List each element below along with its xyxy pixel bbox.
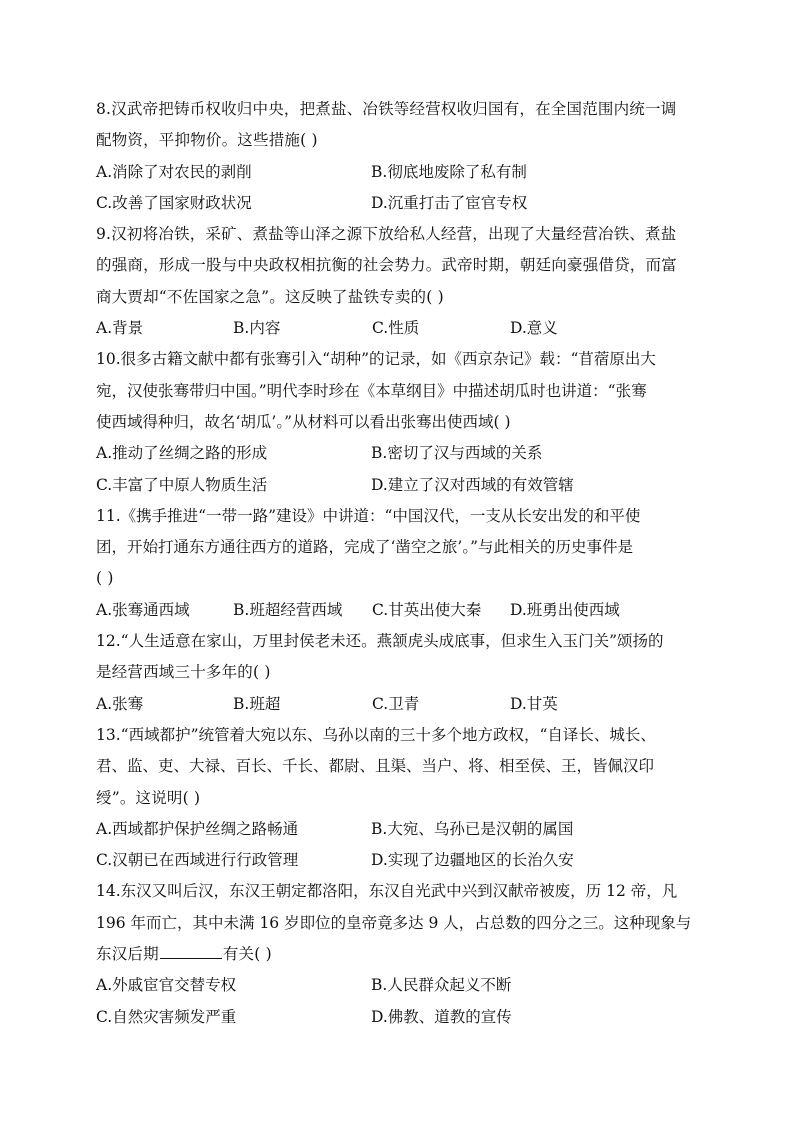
option-d[interactable]: D.建立了汉对西域的有效管辖 [371,475,574,494]
option-c[interactable]: C.甘英出使大秦 [372,600,482,619]
option-d[interactable]: D.实现了边疆地区的长治久安 [371,851,574,870]
question-stem-line: 绶”。这说明( ) [96,788,201,807]
question-10 [96,344,700,500]
question-11 [96,501,700,626]
option-d[interactable]: D.佛教、道教的宣传 [371,1007,512,1026]
question-8 [96,94,700,219]
option-b[interactable]: B.密切了汉与西域的关系 [371,444,543,463]
option-b[interactable]: B.班超 [233,694,281,713]
option-row [96,814,700,845]
stem-text: 有关( ) [222,945,272,964]
question-list [96,94,700,1033]
question-stem-line: 配物资，平抑物价。这些措施( ) [96,131,318,150]
question-stem-line: 9.汉初将冶铁，采矿、煮盐等山泽之源下放给私人经营，出现了大量经营冶铁、煮盐 [96,225,677,244]
question-stem-line: 商大贾却“不佐国家之急”。这反映了盐铁专卖的( ) [96,287,444,306]
option-c[interactable]: C.丰富了中原人物质生活 [96,475,268,494]
option-row [96,845,700,876]
option-a[interactable]: A.外戚宦官交替专权 [96,976,237,995]
stem-text: 东汉后期 [96,945,159,964]
option-d[interactable]: D.沉重打击了宦官专权 [371,193,528,212]
option-b[interactable]: B.彻底地废除了私有制 [371,162,527,181]
option-b[interactable]: B.人民群众起义不断 [371,976,512,995]
option-d[interactable]: D.意义 [510,319,558,338]
question-12 [96,626,700,720]
option-row [96,438,700,469]
option-c[interactable]: C.汉朝已在西域进行行政管理 [96,851,299,870]
question-stem-line: ( ) [96,569,114,588]
question-13 [96,720,700,876]
option-b[interactable]: B.大宛、乌孙已是汉朝的属国 [371,819,574,838]
option-b[interactable]: B.班超经营西域 [233,600,343,619]
question-stem-line: 14.东汉又叫后汉，东汉王朝定都洛阳，东汉自光武中兴到汉献帝被废，历 12 帝，凡 [96,882,678,901]
option-a[interactable]: A.推动了丝绸之路的形成 [96,444,268,463]
option-row [96,595,700,626]
question-stem-line: 8.汉武帝把铸币权收归中央，把煮盐、冶铁等经营权收归国有，在全国范围内统一调 [96,100,677,118]
question-stem-line: 宛，汉使张骞带归中国。”明代李时珍在《本草纲目》中描述胡瓜时也讲道：“张骞 [96,381,647,400]
option-a[interactable]: A.西域都护保护丝绸之路畅通 [96,819,299,838]
option-d[interactable]: D.甘英 [510,694,558,713]
question-stem-line: 君、监、吏、大禄、百长、千长、都尉、且渠、当户、将、相至侯、王，皆佩汉印 [96,757,655,776]
option-c[interactable]: C.改善了国家财政状况 [96,193,252,212]
question-stem-line [96,939,700,970]
answer-blank[interactable] [160,943,222,959]
option-row [96,470,700,501]
question-stem-line: 12.“人生适意在家山，万里封侯老未还。燕颔虎头成底事，但求生入玉门关”颂扬的 [96,632,664,651]
option-d[interactable]: D.班勇出使西域 [510,600,620,619]
question-stem-line: 的强商，形成一股与中央政权相抗衡的社会势力。武帝时期，朝廷向豪强借贷，而富 [96,256,677,275]
option-row [96,313,700,344]
question-stem-line: 13.“西域都护”统管着大宛以东、乌孙以南的三十多个地方政权，“自译长、城长、 [96,725,656,744]
question-stem-line: 团，开始打通东方通往西方的道路，完成了‘凿空之旅’。”与此相关的历史事件是 [96,538,634,557]
option-a[interactable]: A.张骞通西域 [96,600,190,619]
question-9 [96,219,700,344]
option-row [96,689,700,720]
option-row [96,970,700,1001]
option-row [96,188,700,219]
question-stem-line: 是经营西域三十多年的( ) [96,663,271,682]
option-c[interactable]: C.性质 [372,319,420,338]
option-c[interactable]: C.卫青 [372,694,420,713]
question-14 [96,876,700,1032]
option-a[interactable]: A.张骞 [96,694,144,713]
option-b[interactable]: B.内容 [233,319,281,338]
question-stem-line: 10.很多古籍文献中都有张骞引入“胡种”的记录，如《西京杂记》载：“苜蓿原出大 [96,350,656,369]
option-row [96,1002,700,1033]
question-stem-line: 使西域得种归，故名‘胡瓜’。”从材料可以看出张骞出使西域( ) [96,412,511,431]
option-row [96,157,700,188]
option-a[interactable]: A.消除了对农民的剥削 [96,162,252,181]
option-a[interactable]: A.背景 [96,319,144,338]
question-stem-line: 196 年而亡，其中未满 16 岁即位的皇帝竟多达 9 人，占总数的四分之三。这种现象与 [96,913,692,932]
question-stem-line: 11.《携手推进“一带一路”建设》中讲道：“中国汉代，一支从长安出发的和平使 [96,506,641,525]
option-c[interactable]: C.自然灾害频发严重 [96,1007,237,1026]
